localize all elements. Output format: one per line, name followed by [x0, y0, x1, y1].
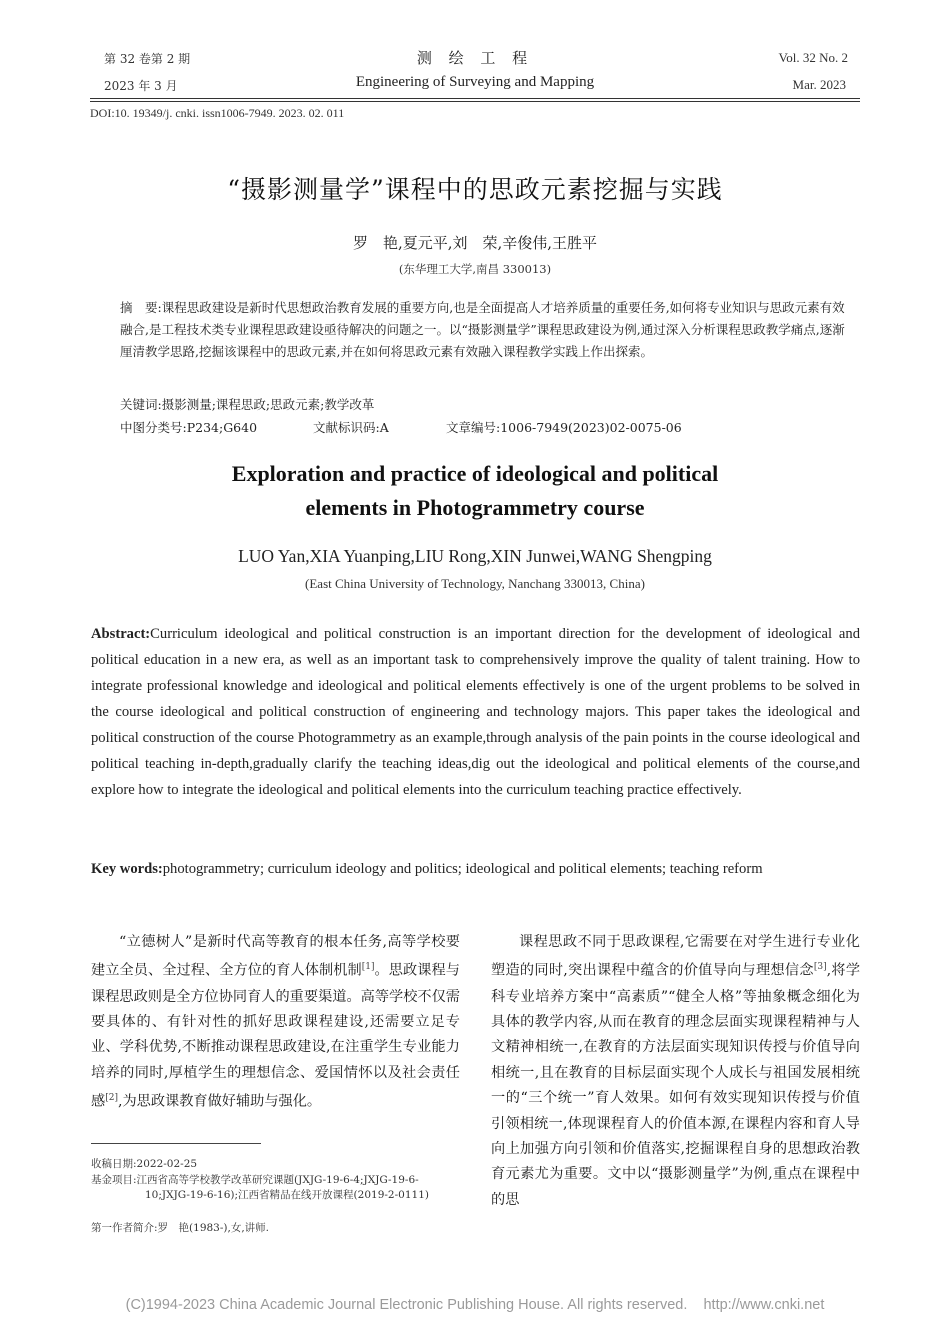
- paper-title-en-line1: Exploration and practice of ideological and political: [231, 461, 719, 486]
- abstract-cn-label: 摘 要:: [120, 300, 162, 315]
- abstract-en: [91, 621, 860, 803]
- header-volume-cn: 第 32 卷第 2 期: [104, 52, 191, 66]
- abstract-cn-text: 课程思政建设是新时代思想政治教育发展的重要方向,也是全面提高人才培养质量的重要任务,如何将专业知识与思政元素有效融合,是工程技术类专业课程思政建设亟待解决的问题之一。以“摄影测量学”课程思政建设为例,通过深入分析课程思政教学痛点,逐渐厘清教学思路,挖掘该课程中的思政元素,并在如何将思政元素有效融入课程教学实践上作出探索。: [120, 300, 845, 359]
- footnote-author: 第一作者简介:罗 艳(1983-),女,讲师.: [91, 1222, 270, 1234]
- keywords-en: [91, 856, 860, 882]
- authors-en: LUO Yan,XIA Yuanping,LIU Rong,XIN Junwei,WANG Shengping: [238, 546, 712, 566]
- body-right-paragraph: [491, 930, 860, 1213]
- abstract-en-text: Curriculum ideological and political construction is an important direction for the development of ideological and political education in a new era, as well as an important task to comprehensively improve the quality of talent training. How to integrate professional knowledge and ideological and political elements effectively is one of the urgent problems to be solved in the course ideological and political construction of engineering and technology majors. This paper takes the ideological and political construction of the course Photogrammetry as an example,through analysis of the pain points in the course ideological and political teaching in-depth,gradually clarify the teaching ideas,dig out the ideological and political elements of the course,and explore how to integrate the ideological and political elements into the curriculum teaching practice effectively.: [91, 626, 860, 798]
- body-left-text-1: “立德树人”是新时代高等教育的根本任务,高等学校要建立全员、全过程、全方位的育人体制机制: [91, 934, 460, 980]
- footnote-rule: [91, 1143, 261, 1144]
- copyright-footer: (C)1994-2023 China Academic Journal Electronic Publishing House. All rights reserved. http://www.cnki.net: [125, 1297, 825, 1313]
- abstract-cn: [120, 297, 850, 363]
- clc-number: 中图分类号:P234;G640: [120, 420, 258, 435]
- citation-1: [1]: [361, 962, 375, 973]
- body-right-text-2: ,将学科专业培养方案中“高素质”“健全人格”等抽象概念细化为具体的教学内容,从而在教育的理念层面实现课程精神与人文精神相统一,在教育的方法层面实现知识传授与价值导向相统一,且在教育的目标层面实现个人成长与祖国发展相统一的“三个统一”育人效果。如何有效实现知识传授与价值引领相统一,体现课程育人的价值本源,在课程内容和育人导向上加强方向引领和价值落实,挖掘课程自身的思想政治教育元素尤为重要。文中以“摄影测量学”为例,重点在课程中的思: [491, 963, 861, 1208]
- citation-3: [3]: [813, 962, 827, 973]
- keywords-cn: [120, 395, 850, 413]
- header-rule-bottom: [90, 101, 860, 102]
- body-left-paragraph: [91, 930, 460, 1115]
- journal-title-cn: 测 绘 工 程: [416, 49, 534, 67]
- affiliation-cn: (东华理工大学,南昌 330013): [398, 262, 552, 276]
- affiliation-en: (East China University of Technology, Nanchang 330013, China): [305, 576, 645, 591]
- authors-cn: 罗 艳,夏元平,刘 荣,辛俊伟,王胜平: [352, 234, 598, 252]
- keywords-cn-text: 摄影测量;课程思政;思政元素;教学改革: [161, 397, 375, 412]
- keywords-en-label: Key words:: [91, 861, 163, 877]
- paper-title-en-line2: elements in Photogrammetry course: [305, 495, 645, 520]
- header-date-cn: 2023 年 3 月: [104, 79, 178, 93]
- document-code: 文献标识码:A: [313, 420, 389, 435]
- footnote-received: 收稿日期:2022-02-25: [91, 1158, 198, 1170]
- abstract-en-label: Abstract:: [91, 626, 151, 642]
- header-date-en: Mar. 2023: [792, 77, 846, 92]
- journal-title-en: Engineering of Surveying and Mapping: [355, 74, 595, 90]
- footnote-fund: 基金项目:江西省高等学校教学改革研究课题(JXJG-19-6-4;JXJG-19-6-10;JXJG-19-6-16);江西省精品在线开放课程(2019-2-0111): [91, 1174, 429, 1201]
- header-rule-top: [90, 98, 860, 99]
- doi: DOI:10. 19349/j. cnki. issn1006-7949. 2023. 02. 011: [90, 106, 345, 120]
- keywords-cn-label: 关键词:: [120, 397, 162, 412]
- body-left-text-3: ,为思政课教育做好辅助与强化。: [117, 1093, 322, 1110]
- body-right-text-1: 课程思政不同于思政课程,它需要在对学生进行专业化塑造的同时,突出课程中蕴含的价值导向与理想信念: [491, 934, 860, 980]
- paper-title-cn: “摄影测量学”课程中的思政元素挖掘与实践: [227, 175, 723, 204]
- header-volume-en: Vol. 32 No. 2: [778, 50, 848, 65]
- keywords-en-text: photogrammetry; curriculum ideology and politics; ideological and political elements; teaching reform: [162, 861, 763, 877]
- body-left-text-2: 。思政课程与课程思政则是全方位协同育人的重要渠道。高等学校不仅需要具体的、有针对性的抓好思政课程建设,还需要立足专业、学科优势,不断推动课程思政建设,在注重学生专业能力培养的同时,厚植学生的理想信念、爱国情怀以及社会责任感: [91, 963, 460, 1110]
- citation-2: [2]: [105, 1093, 118, 1104]
- article-number: 文章编号:1006-7949(2023)02-0075-06: [446, 420, 682, 435]
